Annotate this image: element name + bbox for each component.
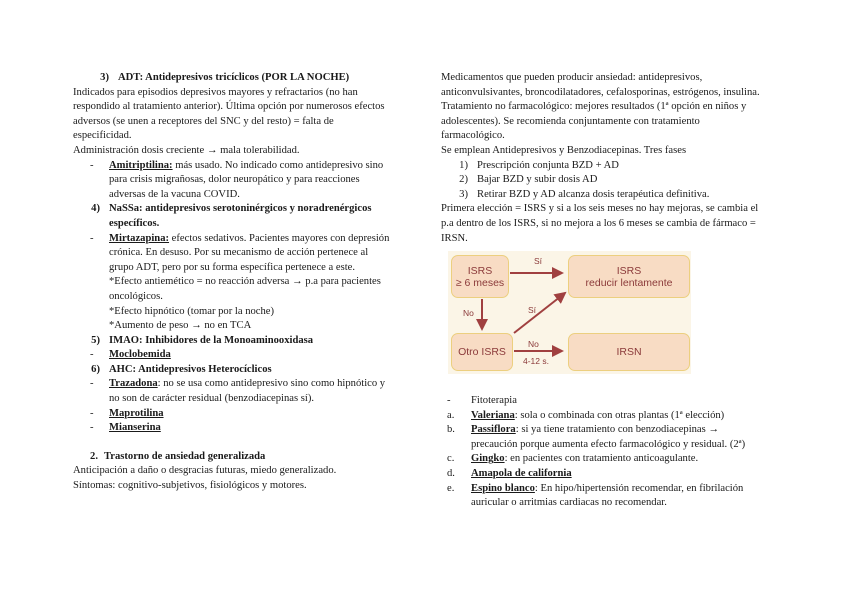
list-item-moclobemida: - Moclobemida — [90, 349, 171, 361]
section-3-heading: 3) ADT: Antidepresivos tricíclicos (POR LA NOCHE) — [100, 72, 350, 83]
arrow-yes-diagonal — [514, 293, 565, 333]
label-si-diagonal: Sí — [528, 305, 537, 315]
phase-2: 2) Bajar BZD y subir dosis AD — [459, 174, 598, 186]
list-item-trazadona: - Trazadona: no se usa como antidepresivo sino como hipnótico y no son de carácter residual (benzodiacepinas sí). — [90, 378, 386, 405]
section-5-heading: 5) IMAO: Inhibidores de la Monoaminooxidasa — [91, 334, 314, 346]
list-item-amapola: d. Amapola de california — [447, 467, 572, 479]
adt-text-line-4: especificidad. — [73, 130, 132, 142]
list-item-maprotilina: - Maprotilina — [90, 407, 164, 419]
drug-name: Amitriptilina: — [109, 159, 173, 171]
list-item-valeriana: a. Valeriana: sola o combinada con otras plantas (1ª elección) — [447, 409, 725, 421]
label-si-top: Sí — [534, 256, 543, 266]
drug-name: Trazadona — [109, 378, 158, 390]
list-item-passiflora: b. Passiflora: si ya tiene tratamiento con benzodiacepinas → precaución porque aumenta efecto farmacológico y residual. (2ª) — [447, 424, 746, 450]
list-item-mirtazapina: - Mirtazapina: efectos sedativos. Pacientes mayores con depresión crónica. En desuso. Por su mecanismo de acción pertenece al grupo ADT, pero por su forma específica pertenece a este. *Efecto antiemético = no reacción adversa → p.a para pacientes oncológicos. *Efecto hipnótico (tomar por la noche) *Aumento de peso → no en TCA — [90, 232, 390, 332]
label-no-bottom: No — [528, 339, 539, 349]
phase-1: 1) Prescripción conjunta BZD + AD — [459, 159, 619, 171]
right-column: Medicamentos que pueden producir ansiedad: antidepresivos, anticonvulsivantes, broncodilatadores, cefalosporinas, estrógenos, insulina. Tratamiento no farmacológico: mejores resultados (1ª opción en niños y adolescentes). Se recomienda conjuntamente con tratamiento farmacológico. Se emplean Antidepresivos y Benzodiacepinas. Tres fases 1) Prescripción conjunta BZD + AD 2) Bajar BZD y subir dosis AD 3) Retirar BZD y AD alcanza dosis terapéutica definitiva. Primera elección = ISRS y si a los seis meses no hay mejoras, se cambia el p.a dentro de los ISRS, si no mejora a los 6 meses se cambia de fármaco = IRSN. — [441, 71, 777, 246]
list-item-gingko: c. Gingko: en pacientes con tratamiento anticoagulante. — [447, 453, 699, 465]
adt-text-line-5: Administración dosis creciente → mala tolerabilidad. — [73, 144, 300, 156]
list-item-amitriptilina: - Amitriptilina: más usado. No indicado como antidepresivo sino para crisis migrañosas, dolor neuropático y para reacciones adversas de la vacuna COVID. — [90, 159, 384, 200]
section-4-heading: 4) NaSSa: antidepresivos serotoninérgicos y noradrenérgicos específicos. — [91, 203, 372, 229]
anxiety-text-line-2: Síntomas: cognitivo-subjetivos, fisiológicos y motores. — [73, 480, 307, 492]
box-otro-isrs: Otro ISRS — [451, 333, 513, 371]
box-isrs-reducir: ISRS reducir lentamente — [568, 255, 690, 298]
left-column — [73, 71, 409, 494]
box-irsn: IRSN — [568, 333, 690, 371]
section-2-heading: 2. Trastorno de ansiedad generalizada — [90, 450, 266, 462]
phase-3: 3) Retirar BZD y AD alcanza dosis terapéutica definitiva. — [459, 188, 710, 200]
adt-text-line-3: adversos (se unen a receptores del SNC y del resto) = falta de — [73, 115, 334, 127]
label-weeks: 4-12 s. — [523, 356, 549, 366]
treatment-flow-diagram — [448, 251, 691, 374]
label-no-left: No — [463, 308, 474, 318]
section-6-heading: 6) AHC: Antidepresivos Heterocíclicos — [91, 363, 272, 375]
drug-name: Mirtazapina: — [109, 232, 170, 244]
adt-text-line-2: respondido al tratamiento anterior). Última opción por numerosos efectos — [73, 101, 385, 113]
adt-text-line-1: Indicados para episodios depresivos mayores y refractarios (no han — [73, 86, 358, 98]
fitoterapia-section — [441, 394, 781, 511]
fitoterapia-heading: - Fitoterapia — [447, 395, 517, 406]
list-item-espino-blanco: e. Espino blanco: En hipo/hipertensión recomendar, en fibrilación auricular o arritmias cardiacas no recomendar. — [447, 482, 744, 509]
anxiety-text-line-1: Anticipación a daño o desgracias futuras, miedo generalizado. — [73, 465, 337, 477]
box-isrs-6-meses: ISRS ≥ 6 meses — [451, 255, 509, 298]
list-item-mianserina: - Mianserina — [90, 422, 161, 434]
